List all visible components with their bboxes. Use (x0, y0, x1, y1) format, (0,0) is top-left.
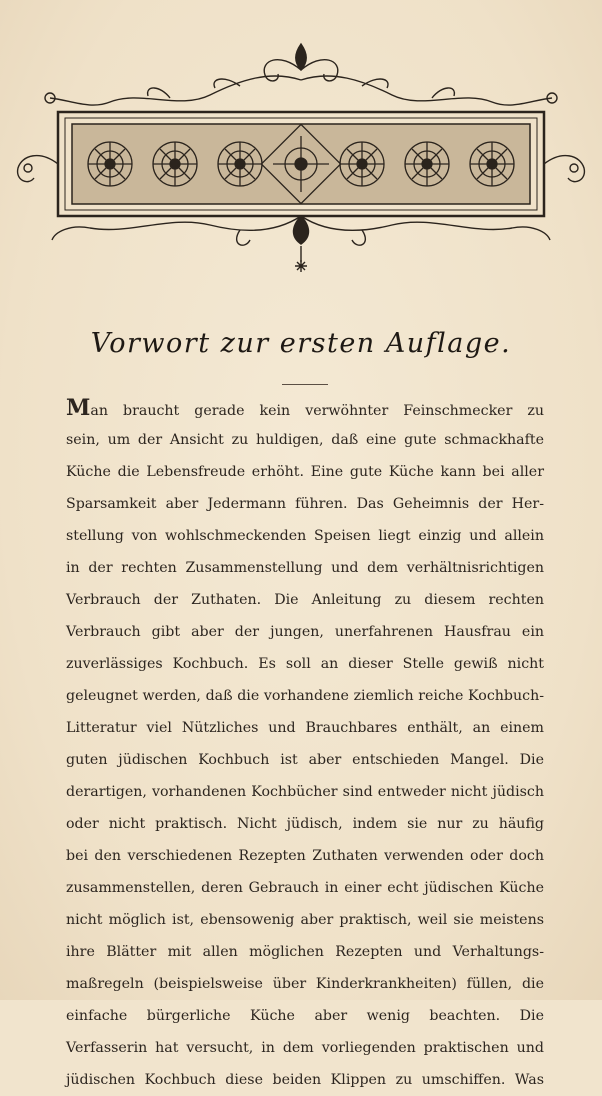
text-line: derartigen, vorhandenen Kochbücher sind entweder nicht jüdisch (66, 784, 544, 800)
text-line: maßregeln (beispielsweise über Kinderkrankheiten) füllen, die (66, 976, 544, 992)
text-line: guten jüdischen Kochbuch ist aber entschieden Mangel. Die (66, 752, 544, 768)
text-line: Küche die Lebensfreude erhöht. Eine gute Küche kann bei aller (66, 464, 544, 480)
text-line: stellung von wohlschmeckenden Speisen liegt einzig und allein (66, 528, 544, 544)
text-line: zuverlässiges Kochbuch. Es soll an dieser Stelle gewiß nicht (66, 656, 544, 672)
text-line: jüdischen Kochbuch diese beiden Klippen zu umschiffen. Was (66, 1072, 544, 1088)
text-line: ihre Blätter mit allen möglichen Rezepten und Verhaltungs- (66, 944, 544, 960)
page-title: Vorwort zur ersten Auflage. (90, 328, 512, 359)
text-line: Verbrauch der Zuthaten. Die Anleitung zu diesem rechten (66, 592, 544, 608)
text-line: Litteratur viel Nützliches und Brauchbares enthält, an einem (66, 720, 544, 736)
text-line: sein, um der Ansicht zu huldigen, daß eine gute schmackhafte (66, 432, 544, 448)
decorative-header-ornament (10, 40, 592, 280)
preface-paragraph (66, 392, 544, 1096)
text-line: Man braucht gerade kein verwöhnter Feinschmecker zu (66, 395, 544, 421)
text-line: Verbrauch gibt aber der jungen, unerfahrenen Hausfrau ein (66, 624, 544, 640)
text-line: geleugnet werden, daß die vorhandene ziemlich reiche Kochbuch- (66, 688, 544, 704)
title-divider (282, 384, 328, 385)
text-line: Sparsamkeit aber Jedermann führen. Das Geheimnis der Her- (66, 496, 544, 512)
text-line: nicht möglich ist, ebensowenig aber praktisch, weil sie meistens (66, 912, 544, 928)
text-line: einfache bürgerliche Küche aber wenig beachten. Die (66, 1008, 544, 1024)
text-line: Verfasserin hat versucht, in dem vorliegenden praktischen und (66, 1040, 544, 1056)
text-line: zusammenstellen, deren Gebrauch in einer echt jüdischen Küche (66, 880, 544, 896)
text-line: in der rechten Zusammenstellung und dem verhältnisrichtigen (66, 560, 544, 576)
text-line: oder nicht praktisch. Nicht jüdisch, indem sie nur zu häufig (66, 816, 544, 832)
text-line: bei den verschiedenen Rezepten Zuthaten verwenden oder doch (66, 848, 544, 864)
